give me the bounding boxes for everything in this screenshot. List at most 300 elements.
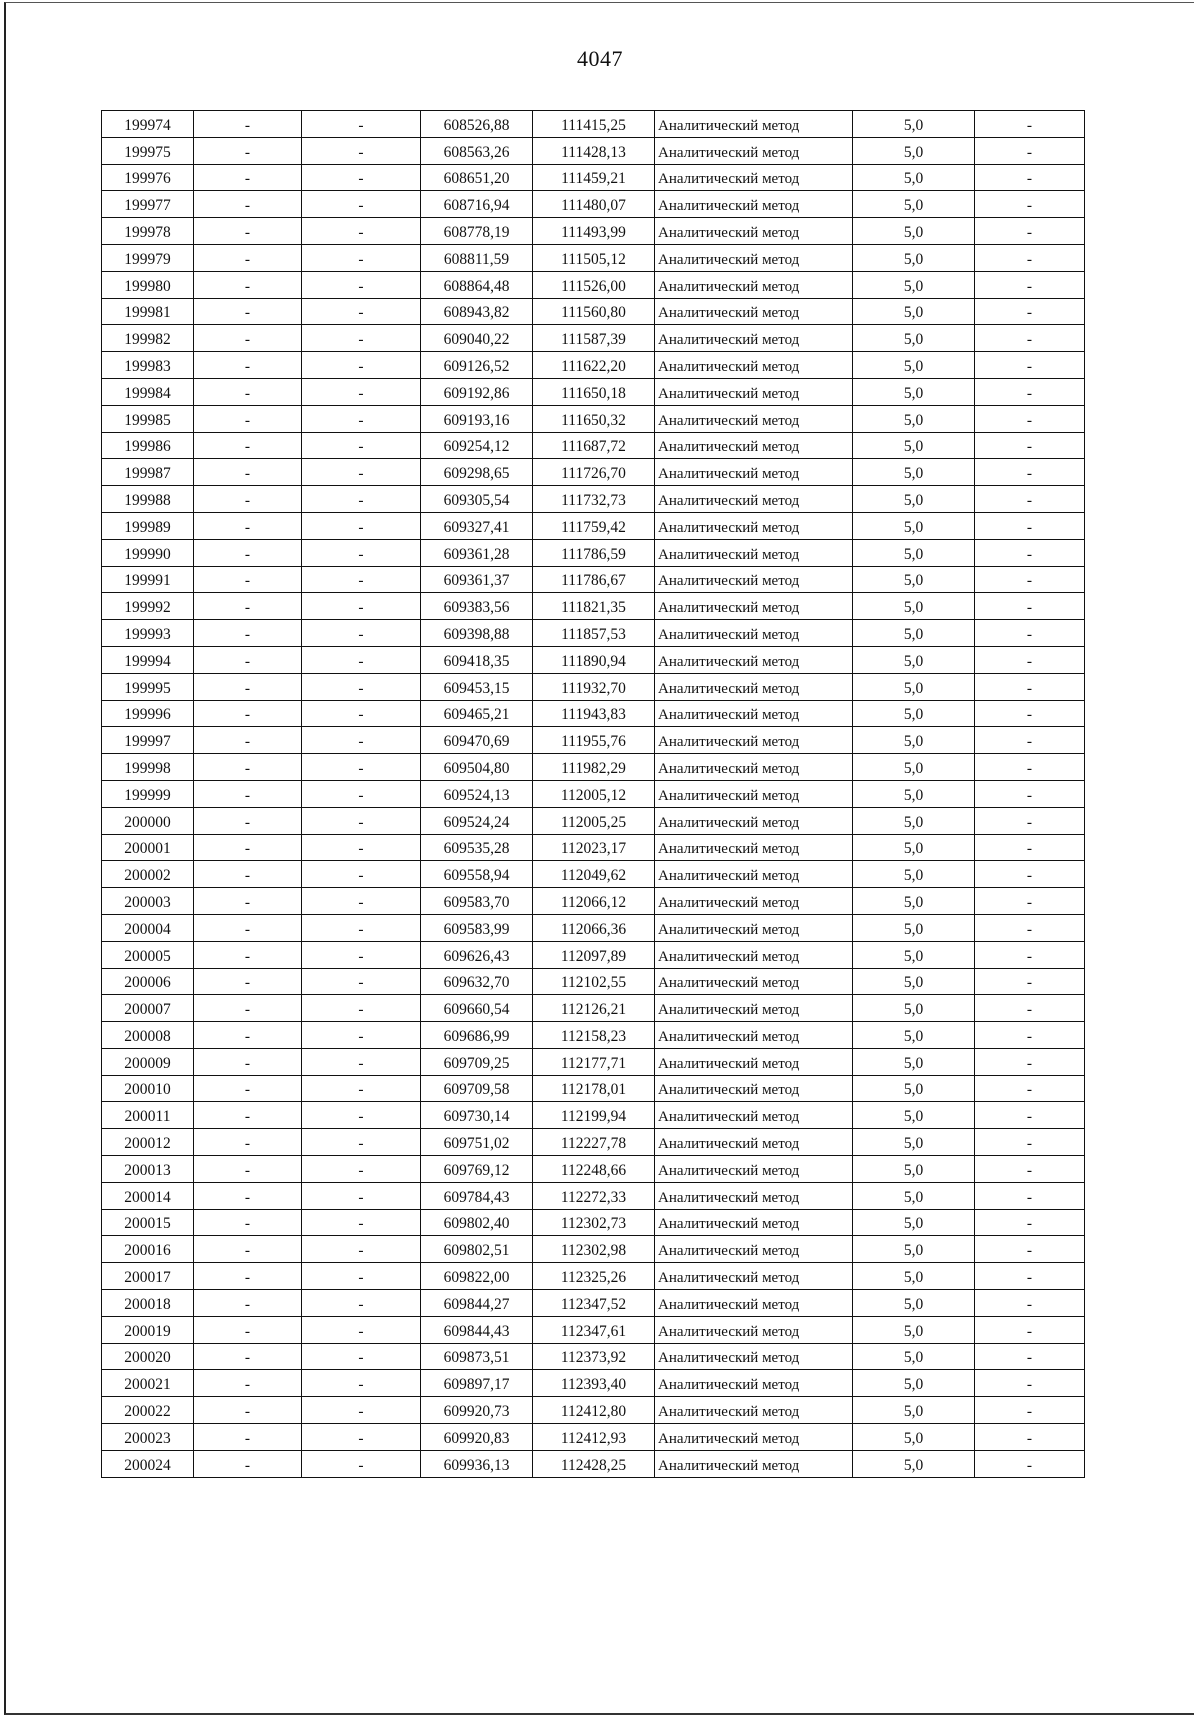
old-y-cell: - [302, 1316, 421, 1343]
point-number-cell: 199980 [102, 271, 194, 298]
y-coordinate-cell: 111955,76 [533, 727, 655, 754]
table-row [102, 1102, 1085, 1129]
method-cell: Аналитический метод [655, 1102, 853, 1129]
point-number-cell: 200011 [102, 1102, 194, 1129]
table-row [102, 459, 1085, 486]
old-y-cell: - [302, 593, 421, 620]
old-x-cell: - [194, 1370, 302, 1397]
method-cell: Аналитический метод [655, 673, 853, 700]
description-cell: - [975, 1236, 1085, 1263]
old-y-cell: - [302, 486, 421, 513]
method-cell: Аналитический метод [655, 459, 853, 486]
old-y-cell: - [302, 1209, 421, 1236]
method-cell: Аналитический метод [655, 1129, 853, 1156]
old-y-cell: - [302, 1290, 421, 1317]
point-number-cell: 200020 [102, 1343, 194, 1370]
old-y-cell: - [302, 807, 421, 834]
point-number-cell: 199992 [102, 593, 194, 620]
old-x-cell: - [194, 1182, 302, 1209]
old-x-cell: - [194, 968, 302, 995]
point-number-cell: 200001 [102, 834, 194, 861]
point-number-cell: 199979 [102, 244, 194, 271]
description-cell: - [975, 834, 1085, 861]
table-row [102, 646, 1085, 673]
x-coordinate-cell: 609802,51 [421, 1236, 533, 1263]
point-number-cell: 199987 [102, 459, 194, 486]
description-cell: - [975, 807, 1085, 834]
description-cell: - [975, 164, 1085, 191]
y-coordinate-cell: 112428,25 [533, 1450, 655, 1477]
x-coordinate-cell: 609305,54 [421, 486, 533, 513]
old-y-cell: - [302, 1156, 421, 1183]
old-x-cell: - [194, 137, 302, 164]
y-coordinate-cell: 111459,21 [533, 164, 655, 191]
table-row [102, 1263, 1085, 1290]
point-number-cell: 199990 [102, 539, 194, 566]
coordinates-table [101, 110, 1085, 1478]
table-row [102, 405, 1085, 432]
accuracy-cell: 5,0 [853, 700, 975, 727]
x-coordinate-cell: 609524,24 [421, 807, 533, 834]
accuracy-cell: 5,0 [853, 727, 975, 754]
y-coordinate-cell: 111493,99 [533, 218, 655, 245]
old-x-cell: - [194, 1022, 302, 1049]
x-coordinate-cell: 608778,19 [421, 218, 533, 245]
accuracy-cell: 5,0 [853, 1290, 975, 1317]
x-coordinate-cell: 609632,70 [421, 968, 533, 995]
old-x-cell: - [194, 1450, 302, 1477]
description-cell: - [975, 244, 1085, 271]
x-coordinate-cell: 609920,83 [421, 1424, 533, 1451]
accuracy-cell: 5,0 [853, 807, 975, 834]
old-y-cell: - [302, 1022, 421, 1049]
accuracy-cell: 5,0 [853, 405, 975, 432]
accuracy-cell: 5,0 [853, 1209, 975, 1236]
method-cell: Аналитический метод [655, 1343, 853, 1370]
old-y-cell: - [302, 754, 421, 781]
point-number-cell: 199982 [102, 325, 194, 352]
point-number-cell: 200002 [102, 861, 194, 888]
point-number-cell: 199974 [102, 111, 194, 138]
accuracy-cell: 5,0 [853, 914, 975, 941]
point-number-cell: 199983 [102, 352, 194, 379]
old-y-cell: - [302, 566, 421, 593]
table-row [102, 1424, 1085, 1451]
table-row [102, 1075, 1085, 1102]
table-row [102, 780, 1085, 807]
accuracy-cell: 5,0 [853, 566, 975, 593]
point-number-cell: 200021 [102, 1370, 194, 1397]
method-cell: Аналитический метод [655, 620, 853, 647]
y-coordinate-cell: 112177,71 [533, 1048, 655, 1075]
x-coordinate-cell: 608526,88 [421, 111, 533, 138]
old-x-cell: - [194, 593, 302, 620]
accuracy-cell: 5,0 [853, 968, 975, 995]
table-row [102, 1129, 1085, 1156]
point-number-cell: 199981 [102, 298, 194, 325]
old-x-cell: - [194, 888, 302, 915]
old-y-cell: - [302, 941, 421, 968]
x-coordinate-cell: 609361,37 [421, 566, 533, 593]
accuracy-cell: 5,0 [853, 244, 975, 271]
point-number-cell: 199998 [102, 754, 194, 781]
description-cell: - [975, 566, 1085, 593]
old-x-cell: - [194, 405, 302, 432]
description-cell: - [975, 754, 1085, 781]
y-coordinate-cell: 111932,70 [533, 673, 655, 700]
method-cell: Аналитический метод [655, 1424, 853, 1451]
x-coordinate-cell: 609873,51 [421, 1343, 533, 1370]
old-x-cell: - [194, 218, 302, 245]
y-coordinate-cell: 111759,42 [533, 512, 655, 539]
method-cell: Аналитический метод [655, 405, 853, 432]
old-x-cell: - [194, 1129, 302, 1156]
table-row [102, 164, 1085, 191]
method-cell: Аналитический метод [655, 646, 853, 673]
accuracy-cell: 5,0 [853, 218, 975, 245]
old-y-cell: - [302, 352, 421, 379]
point-number-cell: 199994 [102, 646, 194, 673]
point-number-cell: 199991 [102, 566, 194, 593]
y-coordinate-cell: 112066,12 [533, 888, 655, 915]
x-coordinate-cell: 609327,41 [421, 512, 533, 539]
old-x-cell: - [194, 1156, 302, 1183]
old-y-cell: - [302, 1370, 421, 1397]
old-y-cell: - [302, 1343, 421, 1370]
y-coordinate-cell: 111786,67 [533, 566, 655, 593]
old-x-cell: - [194, 1424, 302, 1451]
table-row [102, 191, 1085, 218]
old-x-cell: - [194, 914, 302, 941]
old-y-cell: - [302, 834, 421, 861]
x-coordinate-cell: 608716,94 [421, 191, 533, 218]
table-row [102, 593, 1085, 620]
table-row [102, 1236, 1085, 1263]
method-cell: Аналитический метод [655, 352, 853, 379]
description-cell: - [975, 1450, 1085, 1477]
table-row [102, 1156, 1085, 1183]
point-number-cell: 200017 [102, 1263, 194, 1290]
y-coordinate-cell: 112005,25 [533, 807, 655, 834]
table-row [102, 378, 1085, 405]
accuracy-cell: 5,0 [853, 298, 975, 325]
old-y-cell: - [302, 244, 421, 271]
old-y-cell: - [302, 405, 421, 432]
old-x-cell: - [194, 1263, 302, 1290]
x-coordinate-cell: 609470,69 [421, 727, 533, 754]
old-y-cell: - [302, 780, 421, 807]
old-y-cell: - [302, 512, 421, 539]
table-row [102, 673, 1085, 700]
old-x-cell: - [194, 459, 302, 486]
table-row [102, 512, 1085, 539]
y-coordinate-cell: 112178,01 [533, 1075, 655, 1102]
point-number-cell: 200022 [102, 1397, 194, 1424]
x-coordinate-cell: 609558,94 [421, 861, 533, 888]
accuracy-cell: 5,0 [853, 1397, 975, 1424]
method-cell: Аналитический метод [655, 727, 853, 754]
accuracy-cell: 5,0 [853, 352, 975, 379]
description-cell: - [975, 111, 1085, 138]
point-number-cell: 199993 [102, 620, 194, 647]
y-coordinate-cell: 111587,39 [533, 325, 655, 352]
x-coordinate-cell: 609709,25 [421, 1048, 533, 1075]
table-row [102, 620, 1085, 647]
old-y-cell: - [302, 378, 421, 405]
old-x-cell: - [194, 432, 302, 459]
point-number-cell: 200012 [102, 1129, 194, 1156]
method-cell: Аналитический метод [655, 834, 853, 861]
table-row [102, 700, 1085, 727]
old-y-cell: - [302, 191, 421, 218]
method-cell: Аналитический метод [655, 1182, 853, 1209]
old-y-cell: - [302, 1424, 421, 1451]
method-cell: Аналитический метод [655, 271, 853, 298]
y-coordinate-cell: 112302,98 [533, 1236, 655, 1263]
method-cell: Аналитический метод [655, 888, 853, 915]
point-number-cell: 199976 [102, 164, 194, 191]
y-coordinate-cell: 112126,21 [533, 995, 655, 1022]
description-cell: - [975, 137, 1085, 164]
description-cell: - [975, 1156, 1085, 1183]
y-coordinate-cell: 112005,12 [533, 780, 655, 807]
description-cell: - [975, 700, 1085, 727]
table-row [102, 1182, 1085, 1209]
x-coordinate-cell: 609398,88 [421, 620, 533, 647]
accuracy-cell: 5,0 [853, 539, 975, 566]
x-coordinate-cell: 609583,99 [421, 914, 533, 941]
accuracy-cell: 5,0 [853, 325, 975, 352]
old-x-cell: - [194, 1316, 302, 1343]
description-cell: - [975, 888, 1085, 915]
old-x-cell: - [194, 700, 302, 727]
description-cell: - [975, 1370, 1085, 1397]
table-row [102, 298, 1085, 325]
table-row [102, 1022, 1085, 1049]
x-coordinate-cell: 609418,35 [421, 646, 533, 673]
method-cell: Аналитический метод [655, 700, 853, 727]
accuracy-cell: 5,0 [853, 1182, 975, 1209]
method-cell: Аналитический метод [655, 861, 853, 888]
y-coordinate-cell: 112158,23 [533, 1022, 655, 1049]
y-coordinate-cell: 112393,40 [533, 1370, 655, 1397]
method-cell: Аналитический метод [655, 1397, 853, 1424]
description-cell: - [975, 646, 1085, 673]
table-row [102, 861, 1085, 888]
old-x-cell: - [194, 1209, 302, 1236]
y-coordinate-cell: 112325,26 [533, 1263, 655, 1290]
x-coordinate-cell: 609583,70 [421, 888, 533, 915]
old-y-cell: - [302, 539, 421, 566]
x-coordinate-cell: 609465,21 [421, 700, 533, 727]
method-cell: Аналитический метод [655, 593, 853, 620]
accuracy-cell: 5,0 [853, 1343, 975, 1370]
accuracy-cell: 5,0 [853, 861, 975, 888]
old-y-cell: - [302, 1450, 421, 1477]
method-cell: Аналитический метод [655, 325, 853, 352]
old-x-cell: - [194, 325, 302, 352]
table-row [102, 914, 1085, 941]
point-number-cell: 200004 [102, 914, 194, 941]
old-x-cell: - [194, 995, 302, 1022]
y-coordinate-cell: 111687,72 [533, 432, 655, 459]
description-cell: - [975, 941, 1085, 968]
description-cell: - [975, 298, 1085, 325]
method-cell: Аналитический метод [655, 244, 853, 271]
method-cell: Аналитический метод [655, 1450, 853, 1477]
description-cell: - [975, 378, 1085, 405]
old-x-cell: - [194, 539, 302, 566]
description-cell: - [975, 1397, 1085, 1424]
x-coordinate-cell: 608864,48 [421, 271, 533, 298]
old-y-cell: - [302, 325, 421, 352]
old-y-cell: - [302, 1236, 421, 1263]
method-cell: Аналитический метод [655, 164, 853, 191]
y-coordinate-cell: 112248,66 [533, 1156, 655, 1183]
method-cell: Аналитический метод [655, 941, 853, 968]
old-y-cell: - [302, 1075, 421, 1102]
description-cell: - [975, 1182, 1085, 1209]
x-coordinate-cell: 609193,16 [421, 405, 533, 432]
accuracy-cell: 5,0 [853, 941, 975, 968]
table-row [102, 1316, 1085, 1343]
y-coordinate-cell: 112049,62 [533, 861, 655, 888]
description-cell: - [975, 1022, 1085, 1049]
description-cell: - [975, 1263, 1085, 1290]
table-row [102, 1290, 1085, 1317]
x-coordinate-cell: 609535,28 [421, 834, 533, 861]
x-coordinate-cell: 609822,00 [421, 1263, 533, 1290]
description-cell: - [975, 914, 1085, 941]
accuracy-cell: 5,0 [853, 780, 975, 807]
point-number-cell: 199977 [102, 191, 194, 218]
x-coordinate-cell: 609936,13 [421, 1450, 533, 1477]
table-row [102, 995, 1085, 1022]
page-number: 4047 [577, 46, 623, 71]
x-coordinate-cell: 609844,27 [421, 1290, 533, 1317]
description-cell: - [975, 486, 1085, 513]
table-row [102, 807, 1085, 834]
method-cell: Аналитический метод [655, 995, 853, 1022]
point-number-cell: 200018 [102, 1290, 194, 1317]
point-number-cell: 199997 [102, 727, 194, 754]
point-number-cell: 200023 [102, 1424, 194, 1451]
table-row [102, 1048, 1085, 1075]
x-coordinate-cell: 609802,40 [421, 1209, 533, 1236]
y-coordinate-cell: 111622,20 [533, 352, 655, 379]
y-coordinate-cell: 111650,18 [533, 378, 655, 405]
point-number-cell: 199995 [102, 673, 194, 700]
y-coordinate-cell: 112272,33 [533, 1182, 655, 1209]
method-cell: Аналитический метод [655, 1316, 853, 1343]
accuracy-cell: 5,0 [853, 1156, 975, 1183]
x-coordinate-cell: 609254,12 [421, 432, 533, 459]
y-coordinate-cell: 112199,94 [533, 1102, 655, 1129]
table-row [102, 271, 1085, 298]
x-coordinate-cell: 609524,13 [421, 780, 533, 807]
method-cell: Аналитический метод [655, 1290, 853, 1317]
description-cell: - [975, 727, 1085, 754]
old-y-cell: - [302, 164, 421, 191]
old-y-cell: - [302, 914, 421, 941]
y-coordinate-cell: 112227,78 [533, 1129, 655, 1156]
old-y-cell: - [302, 968, 421, 995]
accuracy-cell: 5,0 [853, 111, 975, 138]
table-row [102, 111, 1085, 138]
method-cell: Аналитический метод [655, 486, 853, 513]
y-coordinate-cell: 111560,80 [533, 298, 655, 325]
y-coordinate-cell: 112302,73 [533, 1209, 655, 1236]
table-row [102, 941, 1085, 968]
x-coordinate-cell: 609769,12 [421, 1156, 533, 1183]
old-y-cell: - [302, 646, 421, 673]
y-coordinate-cell: 112347,61 [533, 1316, 655, 1343]
method-cell: Аналитический метод [655, 754, 853, 781]
old-x-cell: - [194, 164, 302, 191]
old-y-cell: - [302, 995, 421, 1022]
x-coordinate-cell: 609844,43 [421, 1316, 533, 1343]
old-y-cell: - [302, 673, 421, 700]
old-x-cell: - [194, 1397, 302, 1424]
accuracy-cell: 5,0 [853, 486, 975, 513]
accuracy-cell: 5,0 [853, 271, 975, 298]
accuracy-cell: 5,0 [853, 995, 975, 1022]
x-coordinate-cell: 609453,15 [421, 673, 533, 700]
y-coordinate-cell: 112412,80 [533, 1397, 655, 1424]
description-cell: - [975, 1102, 1085, 1129]
old-x-cell: - [194, 834, 302, 861]
x-coordinate-cell: 609126,52 [421, 352, 533, 379]
old-y-cell: - [302, 298, 421, 325]
point-number-cell: 199986 [102, 432, 194, 459]
description-cell: - [975, 1290, 1085, 1317]
method-cell: Аналитический метод [655, 1236, 853, 1263]
description-cell: - [975, 405, 1085, 432]
old-x-cell: - [194, 754, 302, 781]
y-coordinate-cell: 111890,94 [533, 646, 655, 673]
accuracy-cell: 5,0 [853, 137, 975, 164]
old-x-cell: - [194, 646, 302, 673]
method-cell: Аналитический метод [655, 1048, 853, 1075]
table-row [102, 137, 1085, 164]
x-coordinate-cell: 608943,82 [421, 298, 533, 325]
y-coordinate-cell: 111428,13 [533, 137, 655, 164]
old-y-cell: - [302, 1129, 421, 1156]
table-row [102, 1397, 1085, 1424]
x-coordinate-cell: 608811,59 [421, 244, 533, 271]
old-x-cell: - [194, 111, 302, 138]
x-coordinate-cell: 609920,73 [421, 1397, 533, 1424]
accuracy-cell: 5,0 [853, 164, 975, 191]
y-coordinate-cell: 112412,93 [533, 1424, 655, 1451]
x-coordinate-cell: 609709,58 [421, 1075, 533, 1102]
accuracy-cell: 5,0 [853, 1102, 975, 1129]
old-y-cell: - [302, 861, 421, 888]
y-coordinate-cell: 111650,32 [533, 405, 655, 432]
description-cell: - [975, 1316, 1085, 1343]
point-number-cell: 200006 [102, 968, 194, 995]
old-y-cell: - [302, 700, 421, 727]
method-cell: Аналитический метод [655, 1209, 853, 1236]
old-x-cell: - [194, 620, 302, 647]
y-coordinate-cell: 112102,55 [533, 968, 655, 995]
y-coordinate-cell: 111480,07 [533, 191, 655, 218]
table-row [102, 1450, 1085, 1477]
table-row [102, 1370, 1085, 1397]
table-row [102, 968, 1085, 995]
method-cell: Аналитический метод [655, 807, 853, 834]
x-coordinate-cell: 609626,43 [421, 941, 533, 968]
